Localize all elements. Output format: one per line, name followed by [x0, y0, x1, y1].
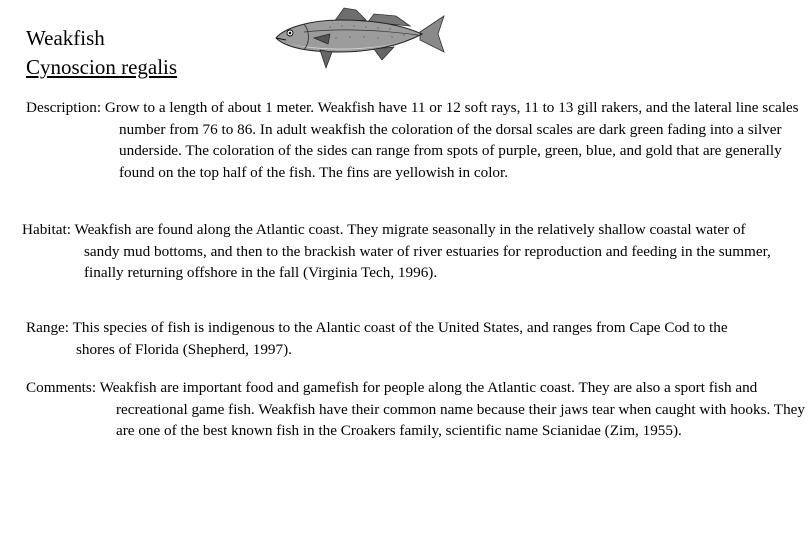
- habitat-text: Weakfish are found along the Atlantic coast. They migrate seasonally in the relatively shallow coastal water of sandy mud bottoms, and then to the brackish water of river estuaries for reproduction and feeding in the summer, finally returning offshore in the fall (Virginia Tech, 1996).: [74, 221, 771, 281]
- comments-text: Weakfish are important food and gamefish for people along the Atlantic coast. They are also a sport fish and recreational game fish. Weakfish have their common name because their jaws tear when caught with hooks. They are one of the best known fish in the Croakers family, scientific name Scianidae (Zim, 1955).: [99, 379, 806, 439]
- common-name: Weakfish: [26, 26, 105, 50]
- description-text: Grow to a length of about 1 meter. Weakfish have 11 or 12 soft rays, 11 to 13 gill rakers, and the lateral line scales number from 76 to 86. In adult weakfish the coloration of the dorsal scales are dark green fading into a silver underside. The coloration of the sides can range from spots of purple, green, blue, and gold that are generally found on the top half of the fish. The fins are yellowish in color.: [104, 99, 799, 181]
- comments-label: Comments:: [26, 379, 97, 396]
- range-text: This species of fish is indigenous to the Alantic coast of the United States, and ranges from Cape Cod to the shores of Florida (Shepherd, 1997).: [72, 319, 728, 358]
- weakfish-illustration-icon: [270, 2, 446, 78]
- habitat-label: Habitat:: [22, 221, 71, 238]
- description-label: Description:: [26, 99, 102, 116]
- title-block: [26, 24, 177, 82]
- range-label: Range:: [26, 319, 70, 336]
- range-paragraph: [26, 317, 766, 360]
- scientific-name: Cynoscion regalis: [26, 55, 178, 79]
- habitat-paragraph: [22, 219, 774, 284]
- comments-paragraph: [26, 377, 806, 442]
- description-paragraph: [26, 97, 809, 183]
